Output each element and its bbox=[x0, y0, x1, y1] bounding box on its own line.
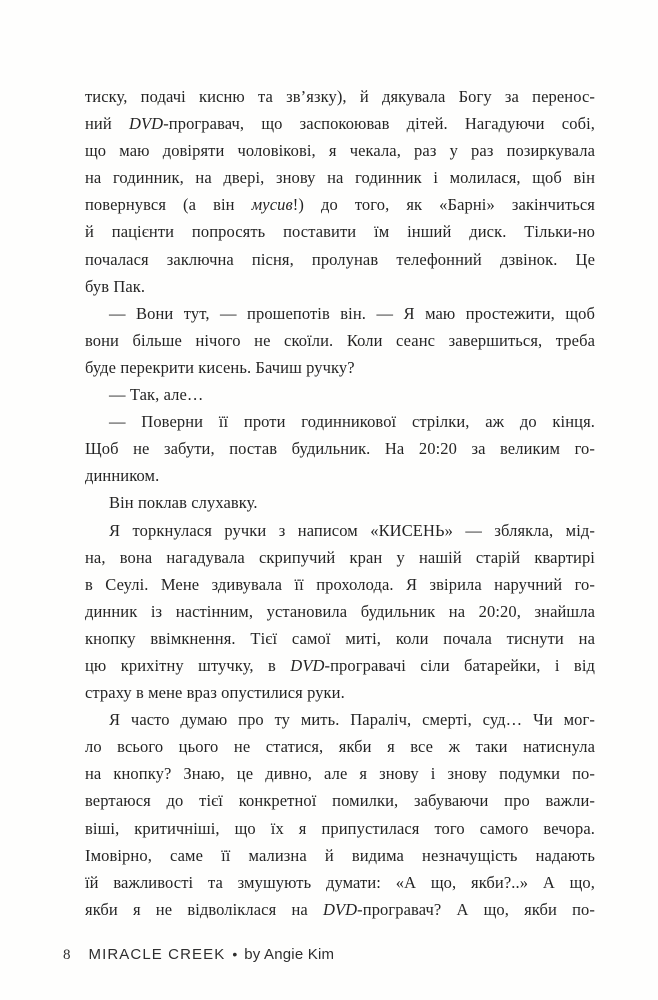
text-segment: що маю довіряти чоловікові, я чекала, раз у раз позиркувала bbox=[85, 141, 595, 161]
text-segment: динник із настінним, установила будильник на 20:20, знайшла bbox=[85, 601, 595, 621]
text-segment: -програвачі сіли батарейки, і від bbox=[324, 655, 595, 675]
text-line bbox=[85, 652, 595, 679]
text-segment: Він поклав слухавку. bbox=[109, 493, 258, 513]
footer-bullet-separator: • bbox=[232, 946, 238, 962]
text-line bbox=[85, 787, 595, 814]
text-line bbox=[85, 815, 595, 842]
text-segment: й пацієнти попросять поставити їм інший диск. Тільки-но bbox=[85, 222, 595, 242]
text-segment: динником. bbox=[85, 466, 160, 486]
text-line bbox=[85, 896, 595, 923]
text-line bbox=[85, 408, 595, 435]
text-segment: — Так, але… bbox=[109, 385, 204, 405]
text-segment: цю крихітну штучку, в bbox=[85, 655, 291, 675]
paragraph bbox=[85, 408, 595, 489]
text-segment: — Поверни її проти годинникової стрілки, аж до кінця. bbox=[109, 412, 595, 432]
text-segment: страху в мене враз опустилися руки. bbox=[85, 683, 345, 703]
text-line bbox=[85, 625, 595, 652]
text-segment: Я часто думаю про ту мить. Параліч, смерті, суд… Чи мог- bbox=[109, 710, 595, 730]
text-line bbox=[85, 246, 595, 273]
text-segment: на годинник, на двері, знову на годинник і молилася, щоб він bbox=[85, 168, 595, 188]
text-line bbox=[85, 760, 595, 787]
italic-text: DVD bbox=[128, 114, 164, 134]
paragraph bbox=[85, 489, 595, 516]
text-line bbox=[85, 137, 595, 164]
text-segment: в Сеулі. Мене здивувала її прохолода. Я звірила наручний го- bbox=[85, 574, 595, 594]
text-line bbox=[85, 164, 595, 191]
paragraph bbox=[85, 706, 595, 923]
text-segment: ло всього цього не статися, якби я все ж таки натиснула bbox=[85, 737, 595, 757]
text-segment: їй важливості та змушують думати: «А що, якби?..» А що, bbox=[85, 872, 595, 892]
text-line bbox=[85, 435, 595, 462]
text-segment: на, вона нагадувала скрипучий кран у нашій старій квартирі bbox=[85, 547, 595, 567]
text-line bbox=[85, 327, 595, 354]
text-segment: був Пак. bbox=[85, 276, 146, 296]
text-segment: ний bbox=[85, 114, 129, 134]
text-line bbox=[85, 869, 595, 896]
text-line bbox=[85, 354, 595, 381]
text-segment: тиску, подачі кисню та зв’язку), й дякувала Богу за перенос- bbox=[85, 87, 595, 106]
text-segment: Імовірно, саме її мализна й видима незначущість надають bbox=[85, 845, 595, 865]
text-line bbox=[85, 191, 595, 218]
text-segment: -програвач, що заспокоював дітей. Нагадуючи собі, bbox=[163, 114, 595, 134]
text-segment: якби я не відволіклася на bbox=[85, 899, 323, 919]
italic-text: мусив bbox=[251, 195, 293, 215]
text-segment: Щоб не забути, постав будильник. На 20:20 за великим го- bbox=[85, 439, 595, 459]
text-line bbox=[85, 842, 595, 869]
text-line bbox=[85, 218, 595, 245]
text-line bbox=[85, 571, 595, 598]
text-line bbox=[85, 598, 595, 625]
text-segment: кнопку ввімкнення. Тієї самої миті, коли почала тиснути на bbox=[85, 628, 595, 648]
book-byline: by Angie Kim bbox=[244, 946, 335, 963]
book-title: MIRACLE CREEK bbox=[88, 946, 226, 963]
text-line bbox=[85, 679, 595, 706]
text-line bbox=[85, 733, 595, 760]
text-line bbox=[85, 544, 595, 571]
text-line bbox=[85, 381, 595, 408]
page-number: 8 bbox=[63, 947, 71, 963]
text-segment: на кнопку? Знаю, це дивно, але я знову і знову подумки по- bbox=[85, 764, 595, 784]
text-line bbox=[85, 706, 595, 733]
paragraph bbox=[85, 300, 595, 381]
text-segment: Я торкнулася ручки з написом «КИСЕНЬ» — зблякла, мід- bbox=[109, 520, 595, 540]
text-segment: — Вони тут, — прошепотів він. — Я маю простежити, щоб bbox=[109, 303, 595, 323]
page-body bbox=[85, 83, 595, 923]
italic-text: DVD bbox=[290, 655, 325, 675]
text-segment: буде перекрити кисень. Бачиш ручку? bbox=[85, 357, 355, 377]
text-line bbox=[85, 83, 595, 110]
italic-text: DVD bbox=[322, 899, 358, 919]
text-line bbox=[85, 273, 595, 300]
text-line bbox=[85, 489, 595, 516]
text-segment: віші, критичніші, що їх я припустилася того самого вечора. bbox=[85, 818, 595, 838]
text-segment: вертаюся до тієї конкретної помилки, забуваючи про важли- bbox=[85, 791, 595, 811]
text-line bbox=[85, 462, 595, 489]
text-segment: !) до того, як «Барні» закінчиться bbox=[292, 195, 595, 215]
paragraph bbox=[85, 83, 595, 300]
text-line bbox=[85, 517, 595, 544]
page-footer bbox=[63, 946, 334, 964]
text-segment: вони більше нічого не скоїли. Коли сеанс завершиться, треба bbox=[85, 330, 595, 350]
text-line bbox=[85, 110, 595, 137]
paragraph bbox=[85, 381, 595, 408]
text-line bbox=[85, 300, 595, 327]
text-segment: -програвач? А що, якби по- bbox=[357, 899, 595, 919]
text-segment: повернувся (а він bbox=[85, 195, 252, 215]
text-segment: почалася заключна пісня, пролунав телефонний дзвінок. Це bbox=[85, 249, 595, 269]
paragraph bbox=[85, 517, 595, 707]
